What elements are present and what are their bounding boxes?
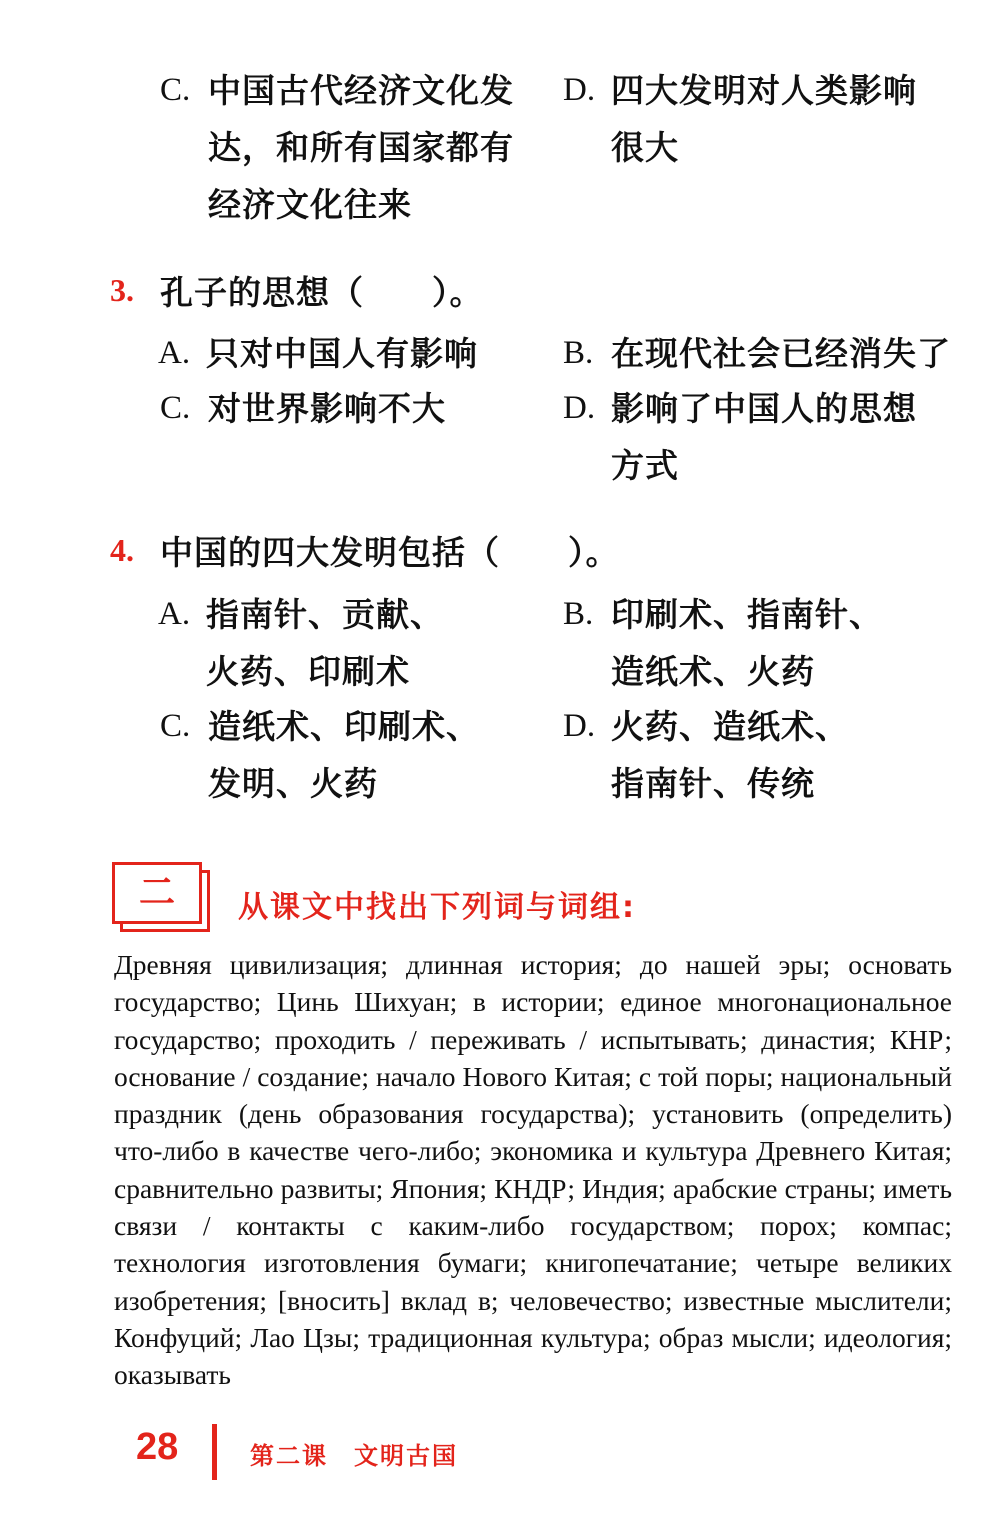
footer-divider — [212, 1424, 217, 1480]
option-letter: B. — [563, 335, 594, 371]
section-number: 二 — [138, 872, 175, 913]
q3-option-c[interactable] — [160, 380, 446, 437]
option-letter: B. — [563, 596, 594, 632]
question-number: 3. — [110, 271, 134, 308]
option-letter: C. — [160, 390, 191, 426]
vocabulary-paragraph: Древняя цивилизация; длинная история; до нашей эры; основать государство; Цинь Шихуан; в истории; единое многонациональное государство; проходить / переживать / испытывать; династия; КНР; основание / создание; начало Нового Китая; с той поры; национальный праздник (день образования государства); установить (определить) что-либо в качестве чего-либо; экономика и культура Древнего Китая; сравнительно развиты; Япония; КНДР; Индия; арабские страны; иметь связи / контакты с каким-либо государством; порох; компас; технология изготовления бумаги; книгопечатание; четыре великих изобретения; [вносить] вклад в; человечество; известные мыслители; Конфуций; Лао Цзы; традиционная культура; образ мысли; идеология; оказывать — [114, 949, 952, 1391]
question-4 — [110, 520, 620, 580]
question-3 — [110, 260, 484, 320]
option-letter: A. — [158, 335, 191, 371]
q3-option-b[interactable] — [563, 325, 951, 382]
question-number: 4. — [110, 531, 134, 568]
q3-option-d[interactable] — [563, 380, 917, 494]
option-letter: D. — [563, 390, 596, 426]
q4-option-b[interactable] — [563, 586, 883, 700]
page-number: 28 — [136, 1426, 179, 1468]
option-text: 在现代社会已经消失了 — [611, 334, 951, 373]
section-number-badge — [112, 862, 208, 932]
option-letter: D. — [563, 708, 596, 744]
option-text: 指南针、贡献、 火药、印刷术 — [206, 595, 444, 691]
q4-option-c[interactable] — [160, 698, 480, 812]
lesson-title: 第二课 文明古国 — [250, 1442, 458, 1470]
q2-option-d[interactable] — [563, 62, 917, 176]
badge-frame — [112, 862, 202, 924]
question-stem: 孔子的思想（ ）。 — [160, 272, 484, 312]
option-text: 只对中国人有影响 — [206, 334, 478, 373]
option-letter: A. — [158, 596, 191, 632]
option-text: 火药、造纸术、 指南针、传统 — [611, 707, 849, 803]
option-letter: C. — [160, 708, 191, 744]
q3-option-a[interactable] — [158, 325, 478, 382]
option-text: 影响了中国人的思想 方式 — [611, 389, 917, 485]
section-title: 从课文中找出下列词与词组: — [238, 890, 636, 925]
option-text: 印刷术、指南针、 造纸术、火药 — [611, 595, 883, 691]
question-stem: 中国的四大发明包括（ ）。 — [160, 532, 620, 572]
q4-option-d[interactable] — [563, 698, 849, 812]
option-text: 对世界影响不大 — [208, 389, 446, 428]
option-text: 造纸术、印刷术、 发明、火药 — [208, 707, 480, 803]
option-letter: C. — [160, 72, 191, 108]
option-text: 中国古代经济文化发 达，和所有国家都有 经济文化往来 — [208, 71, 514, 224]
q4-option-a[interactable] — [158, 586, 444, 700]
q2-option-c[interactable] — [160, 62, 514, 233]
option-letter: D. — [563, 72, 596, 108]
option-text: 四大发明对人类影响 很大 — [611, 71, 917, 167]
